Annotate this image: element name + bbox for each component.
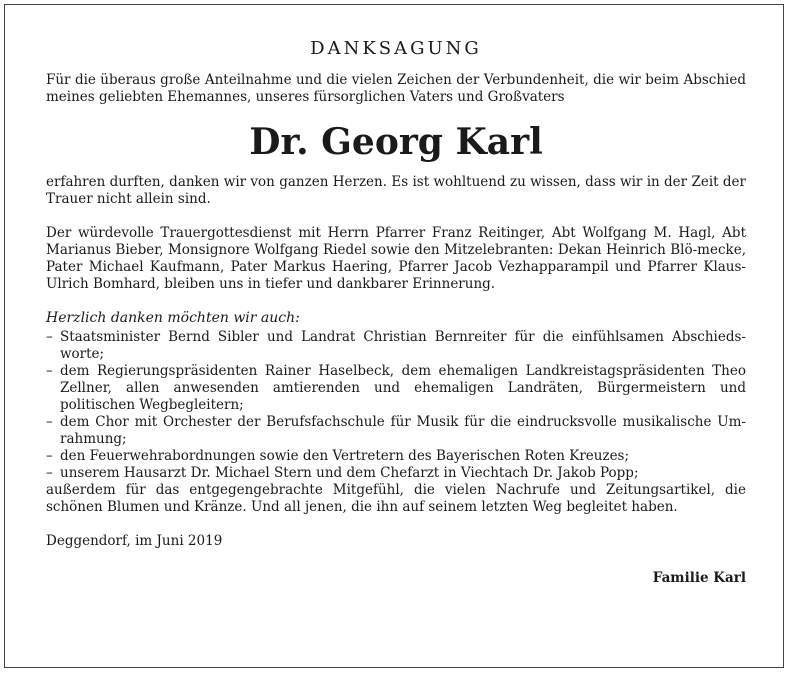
place-date: Deggendorf, im Juni 2019 bbox=[46, 533, 223, 549]
list-item: – dem Regierungspräsidenten Rainer Haselbeck, dem ehemaligen Landkreistagspräsidenten Theo Zellner, allen anwesenden amtierenden und ehemaligen Landräten, Bürgermeistern und politischen Wegbegleitern; bbox=[46, 363, 746, 414]
intro-text: Für die überaus große Anteilnahme und die vielen Zeichen der Verbundenheit, die wir beim Abschied meines geliebten Ehemannes, unseres fürsorglichen Vaters und Großvaters bbox=[46, 72, 746, 105]
deceased-name: Dr. Georg Karl bbox=[249, 121, 543, 163]
signature: Familie Karl bbox=[652, 570, 746, 586]
notice-heading: DANKSAGUNG bbox=[310, 38, 482, 59]
thanks-paragraph: erfahren durften, danken wir von ganzen Herzen. Es ist wohltuend zu wissen, dass wir in der Zeit der Trauer nicht allein sind. bbox=[46, 174, 746, 207]
thanks-list bbox=[46, 329, 746, 482]
obituary-notice bbox=[46, 38, 746, 587]
spacer bbox=[46, 516, 746, 533]
closing-paragraph: außerdem für das entgegengebrachte Mitgefühl, die vielen Nachrufe und Zeitungsartikel, die schönen Blumen und Kränze. Und all jenen, die ihn auf seinem letzten Weg begleitet haben. bbox=[46, 482, 746, 515]
list-item: – den Feuerwehrabordnungen sowie den Vertretern des Bayerischen Roten Kreuzes; bbox=[46, 448, 746, 465]
spacer bbox=[46, 293, 746, 310]
spacer bbox=[46, 208, 746, 225]
list-item: – Staatsminister Bernd Sibler und Landrat Christian Bernreiter für die einfühlsamen Abschieds-worte; bbox=[46, 329, 746, 363]
list-item: – unserem Hausarzt Dr. Michael Stern und dem Chefarzt in Viechtach Dr. Jakob Popp; bbox=[46, 465, 746, 482]
service-paragraph: Der würdevolle Trauergottesdienst mit Herrn Pfarrer Franz Reitinger, Abt Wolfgang M. Hagl, Abt Marianus Bieber, Monsignore Wolfgang Riedel sowie den Mitzelebranten: Dekan Heinrich Blö-mecke, Pater Michael Kaufmann, Pater Markus Haering, Pfarrer Jacob Vezhapparampil und Pfarrer Klaus-Ulrich Bomhard, bleiben uns in tiefer und dankbarer Erinnerung. bbox=[46, 225, 746, 292]
list-item: – dem Chor mit Orchester der Berufsfachschule für Musik für die eindrucksvolle musikalische Um-rahmung; bbox=[46, 414, 746, 448]
thanks-heading: Herzlich danken möchten wir auch: bbox=[46, 310, 300, 326]
